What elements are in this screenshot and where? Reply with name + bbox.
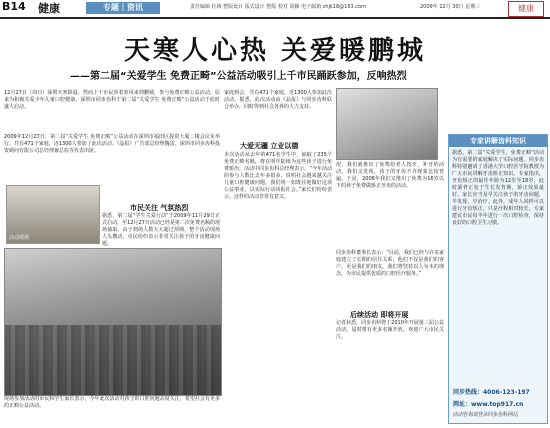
section-name: 健康 [38,2,60,15]
expert-sidebar [448,134,548,424]
activity-photo [336,88,438,160]
col2-text: 本次活动从去年的471名学生中，抽取了235个免费正畸名额，将在明年陆续为这些孩子进行免费矫治。活动中同步齿科总经理表示，“今年活动的参与人数比去年多很多，说明社会越来越关注儿童口腔健康问题。我们将一如既往地做好这项公益事业，以实际行动回报社会。”家长们纷纷表示，这样的活动非常有意义。 [224,152,332,200]
section2-heading: 大爱无疆 立业以德 [240,142,299,150]
crowd-photo-caption: 现场参加活动的市民和学生家长表示，今年此次活动对孩子的口腔问题高度关注，希望社会有更多的正畸公益活动。 [4,396,220,409]
section-tag: 专题｜资讯 [86,2,160,14]
page-number: B14 [2,0,26,13]
hotline: 同步热线：4006-123-197 [453,389,530,396]
editor-meta: 责任编辑 杜梅 整版设计 版式设计 整版 校对 胡颖 电子邮箱 zhjk18@163.com [190,4,366,10]
col3-top-text: 况，我们就推出了免费给老人按牙，补牙的活动。我们又发现，孩子的牙齿不齐现象比较普遍，于是，2008年我们又推出了免费为16岁以下的孩子免费做矫正牙齿的活动。 [336,162,444,189]
col1-text: 据悉，第二届“学生关爱行动”于2009年11月29日正式启动，至12月27日活动已经是第二次免费名额的现场抽取。由于到场人数大大超过预期，整个活动现场人头攒动，市民纷纷表示非常关注孩子的牙齿健康问题。 [102,213,220,247]
crowd-photo [4,248,222,396]
section1-heading: 市民关注 气氛热烈 [130,204,189,212]
sidebar-note: 活动咨询请登录同步齿科网站 [453,412,519,418]
page-header [0,0,550,19]
issue-date: 2009年 12月 30日 星期三 [420,4,481,10]
website: 网址：www.top917.cn [453,401,524,408]
section3-heading: 后续活动 即将开展 [350,311,409,319]
expert-sidebar-heading: 专家讲解齿科知识 [449,135,547,147]
col3-bottom-text: 记者获悉，同步齿科将于2010年开展第三届公益活动，届时将有更多名额开放，欢迎广大市民关注。 [336,320,444,340]
expert-sidebar-text: 据悉，第二届“关爱学生，免费正畸”活动为有需要的家庭解决了实际问题。同步齿科特别邀请了香港大学口腔医学院教授为广大市民讲解牙齿矫正知识。专家指出，牙齿矫正的最佳年龄为12岁至18岁，此时颌骨正处于生长发育期，矫正效果最好。家长应当及早关注孩子的牙齿问题，早发现、早治疗。此外，成年人同样可以进行牙齿矫正，只是疗程相对较长。专家建议市民每半年进行一次口腔检查，保持良好的口腔卫生习惯。 [452,150,544,226]
lead-paragraph: 2009年12月27日，第二届“关爱学生 免费正畸”公益活动在深圳市福田区投资大厦二楼会议室举行，共有471个家庭，近1300人参加了此次活动。《晶报》广告部总经理魏雷、深圳市同步齿科投资顾问有限公司总经理兼总监等代表出席。 [4,134,220,154]
col3-text: 同步齿科董事长表示：“目前，我们已经与许多家庭建立了长期的信任关系，他们不仅是我们的客户，更是我们的朋友。我们将坚持以人为本的理念，为市民提供优质的口腔医疗服务。” [336,250,444,277]
subheadline: ——第二届“关爱学生 免费正畸”公益活动吸引上千市民踊跃参加，反响热烈 [70,71,407,82]
intro-paragraph: 12月27日（周日）深圳天寒降温，然而上千市民顶着寒风来到鹏城，参与免费正畸公益活动。原来为积极关爱少年儿童口腔健康，深圳市同步齿科于第二届“关爱学生 免费正畸”公益活动于此时盛大启动。 [4,90,220,110]
event-photo [6,185,100,244]
newspaper-logo: 健康 [508,1,544,17]
headline: 天寒人心热 关爱暖鹏城 [123,36,427,66]
event-photo-caption: 活动现场 [9,235,30,241]
col2-top-text: 家庭到会，共有471个家庭，近1300人参加此次活动。据悉，此次活动由《晶报》与同步齿科联合举办，同时得到社会各界的大力支持。 [224,90,332,110]
